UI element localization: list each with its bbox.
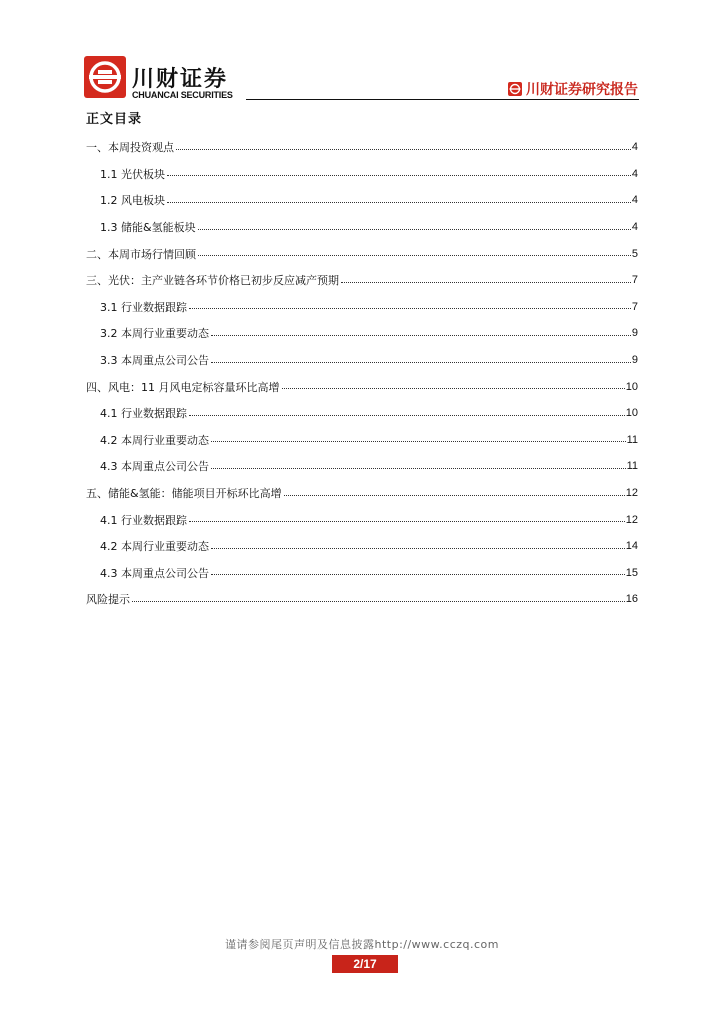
toc-dot-leader	[176, 149, 631, 150]
header-divider	[246, 99, 639, 100]
toc-dot-leader	[189, 415, 625, 416]
toc-entry-label[interactable]: 4.2 本周行业重要动态	[100, 540, 209, 554]
toc-entry-page[interactable]: 4	[631, 221, 638, 234]
brand-name-en: CHUANCAI SECURITIES	[132, 90, 233, 100]
toc-entry-page[interactable]: 5	[631, 247, 638, 260]
toc-entry[interactable]	[86, 161, 638, 188]
toc-entry[interactable]	[86, 187, 638, 214]
toc-entry[interactable]	[86, 400, 638, 427]
toc-entry-label[interactable]: 4.1 行业数据跟踪	[100, 513, 187, 527]
toc-dot-leader	[189, 308, 631, 309]
toc-entry-page[interactable]: 11	[626, 460, 638, 473]
toc-entry-label[interactable]: 4.1 行业数据跟踪	[100, 407, 187, 421]
report-tag-label: 川财证券研究报告	[526, 82, 638, 98]
toc-entry-page[interactable]: 14	[625, 540, 638, 553]
toc-entry-label[interactable]: 三、光伏：主产业链各环节价格已初步反应减产预期	[86, 274, 339, 288]
toc-dot-leader	[189, 521, 625, 522]
toc-dot-leader	[211, 441, 626, 442]
page-number: 2/17	[332, 955, 398, 973]
toc-entry-page[interactable]: 15	[625, 566, 638, 579]
toc-entry[interactable]	[86, 480, 638, 507]
toc-dot-leader	[211, 362, 631, 363]
toc-dot-leader	[284, 495, 625, 496]
brand-logo-icon	[84, 56, 126, 98]
toc-entry-page[interactable]: 7	[631, 274, 638, 287]
toc-entry[interactable]	[86, 240, 638, 267]
toc-entry[interactable]	[86, 320, 638, 347]
toc-entry-label[interactable]: 二、本周市场行情回顾	[86, 247, 196, 261]
toc-entry[interactable]	[86, 427, 638, 454]
toc-entry[interactable]	[86, 294, 638, 321]
toc-dot-leader	[198, 229, 631, 230]
toc-entry-label[interactable]: 一、本周投资观点	[86, 141, 174, 155]
toc-entry-label[interactable]: 1.3 储能&氢能板块	[100, 221, 196, 235]
toc-entry-page[interactable]: 9	[631, 354, 638, 367]
brand-name-cn: 川财证券	[132, 67, 229, 92]
toc-entry-label[interactable]: 4.3 本周重点公司公告	[100, 566, 209, 580]
toc-entry[interactable]	[86, 134, 638, 161]
toc-entry[interactable]	[86, 560, 638, 587]
toc-dot-leader	[341, 282, 631, 283]
toc-entry-label[interactable]: 风险提示	[86, 593, 130, 607]
toc-dot-leader	[282, 388, 625, 389]
toc-entry-label[interactable]: 1.1 光伏板块	[100, 167, 165, 181]
toc-dot-leader	[132, 601, 625, 602]
toc-entry[interactable]	[86, 373, 638, 400]
toc-entry-page[interactable]: 4	[631, 141, 638, 154]
toc-entry-label[interactable]: 4.2 本周行业重要动态	[100, 433, 209, 447]
toc-entry-page[interactable]: 11	[626, 433, 638, 446]
toc-entry[interactable]	[86, 506, 638, 533]
toc-entry[interactable]	[86, 586, 638, 613]
toc-entry-page[interactable]: 4	[631, 167, 638, 180]
toc-entry-label[interactable]: 五、储能&氢能：储能项目开标环比高增	[86, 487, 282, 501]
toc-entry-page[interactable]: 16	[625, 593, 638, 606]
toc-entry-label[interactable]: 4.3 本周重点公司公告	[100, 460, 209, 474]
toc-entry[interactable]	[86, 453, 638, 480]
toc-entry[interactable]	[86, 267, 638, 294]
toc-entry-page[interactable]: 10	[625, 380, 638, 393]
toc-dot-leader	[211, 574, 625, 575]
toc-entry-label[interactable]: 3.2 本周行业重要动态	[100, 327, 209, 341]
toc-entry-page[interactable]: 12	[625, 487, 638, 500]
toc-dot-leader	[211, 335, 631, 336]
toc-entry[interactable]	[86, 347, 638, 374]
toc-entry[interactable]	[86, 533, 638, 560]
toc-entry-page[interactable]: 9	[631, 327, 638, 340]
footer-disclaimer: 谨请参阅尾页声明及信息披露http://www.cczq.com	[224, 938, 499, 951]
toc-dot-leader	[167, 202, 631, 203]
toc-entry[interactable]	[86, 214, 638, 241]
toc-dot-leader	[198, 255, 631, 256]
toc-entry-page[interactable]: 10	[625, 407, 638, 420]
toc-entry-page[interactable]: 7	[631, 300, 638, 313]
toc-entry-page[interactable]: 12	[625, 513, 638, 526]
toc-title: 正文目录	[86, 112, 143, 127]
mini-logo-icon	[508, 82, 522, 96]
report-tag	[508, 79, 638, 99]
table-of-contents	[86, 134, 638, 613]
toc-entry-label[interactable]: 3.3 本周重点公司公告	[100, 354, 209, 368]
toc-entry-page[interactable]: 4	[631, 194, 638, 207]
toc-entry-label[interactable]: 四、风电：11 月风电定标容量环比高增	[86, 380, 280, 394]
toc-dot-leader	[167, 175, 631, 176]
toc-dot-leader	[211, 468, 626, 469]
toc-dot-leader	[211, 548, 625, 549]
toc-entry-label[interactable]: 3.1 行业数据跟踪	[100, 300, 187, 314]
toc-entry-label[interactable]: 1.2 风电板块	[100, 194, 165, 208]
